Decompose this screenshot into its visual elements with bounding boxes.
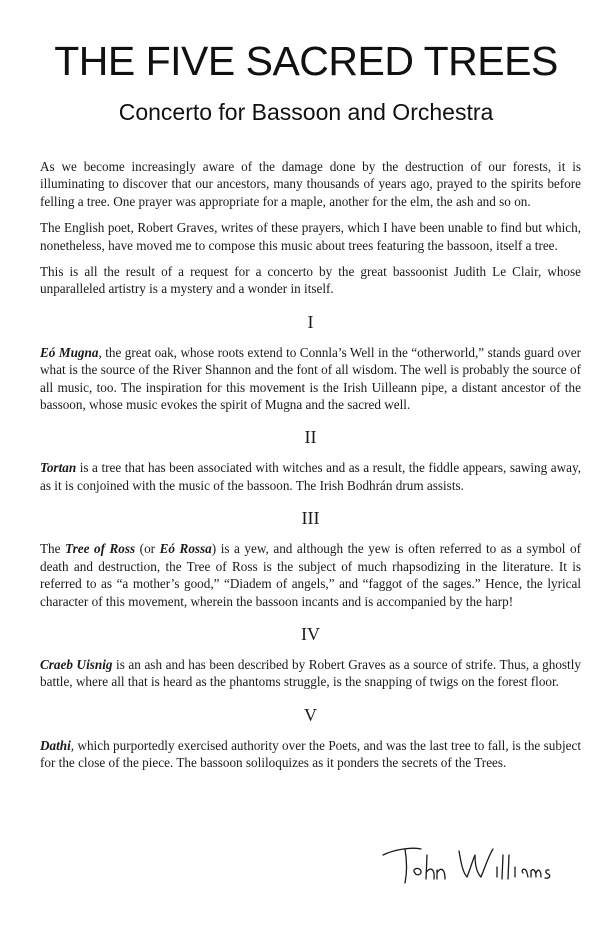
tree-name: Eó Mugna [40,344,99,360]
movement-description [40,344,581,414]
program-note-body [40,158,581,772]
movement-text: ) is a yew, and although the yew is often referred to as a symbol of death and destruction, the Tree of Ross is the subject of much rhapsodizing in the literature. It is referred to as “a mother’s good,” “Diadem of angels,” and “faggot of the sages.” Hence, the lyrical character of this movement, wherein the bassoon incants and is accompanied by the harp! [40,541,581,609]
tree-name: Craeb Uisnig [40,656,113,672]
movement-numeral: V [304,704,317,725]
tree-name: Tortan [40,460,77,476]
intro-paragraph: This is all the result of a request for a concerto by the great bassoonist Judith Le Clair, whose unparalleled artistry is a mystery and a wonder in itself. [40,264,581,297]
intro-paragraph: The English poet, Robert Graves, writes of these prayers, which I have been unable to find but which, nonetheless, have moved me to compose this music about trees featuring the bassoon, itself a tree. [40,220,581,253]
intro-paragraph: As we become increasingly aware of the damage done by the destruction of our forests, it is illuminating to discover that our ancestors, many thousands of years ago, prayed to the spirits before felling a tree. One prayer was appropriate for a maple, another for the elm, the ash and so on. [40,159,581,209]
movement-text: is an ash and has been described by Robert Graves as a source of strife. Thus, a ghostly battle, where all that is heard as the phantoms struggle, is the snapping of twigs on the forest floor. [40,656,581,690]
movement-text: , the great oak, whose roots extend to Connla’s Well in the “otherworld,” stands guard over what is the source of the River Shannon and the font of all wisdom. The well is probably the source of all music, too. The inspiration for this movement is the Irish Uilleann pipe, a distant ancestor of the bassoon, whose music evokes the spirit of Mugna and the sacred well. [40,344,581,413]
movement-numeral: III [301,508,320,529]
page-title: THE FIVE SACRED TREES [54,38,558,84]
movement-description [40,737,581,772]
tree-name: Tree of Ross [65,541,136,557]
tree-name: Dathi [40,737,71,753]
movement-text: , which purportedly exercised authority over the Poets, and was the last tree to fall, is the subject for the close of the piece. The bassoon soliloquizes as it ponders the secrets of the Trees. [40,737,581,771]
movement-text: (or [135,541,160,557]
movement-numeral: II [304,427,317,448]
tree-name-alt: Eó Rossa [159,541,212,557]
page-subtitle: Concerto for Bassoon and Orchestra [118,99,494,125]
signature [375,833,555,893]
movement-text: The [40,541,66,557]
movement-description [40,459,581,494]
movement-description [40,656,581,691]
movement-text: is a tree that has been associated with witches and as a result, the fiddle appears, sawing away, as it is conjoined with the music of the bassoon. The Irish Bodhrán drum assists. [40,460,581,493]
movement-description [40,540,581,610]
movement-numeral: IV [301,623,320,644]
movement-numeral: I [307,311,314,332]
